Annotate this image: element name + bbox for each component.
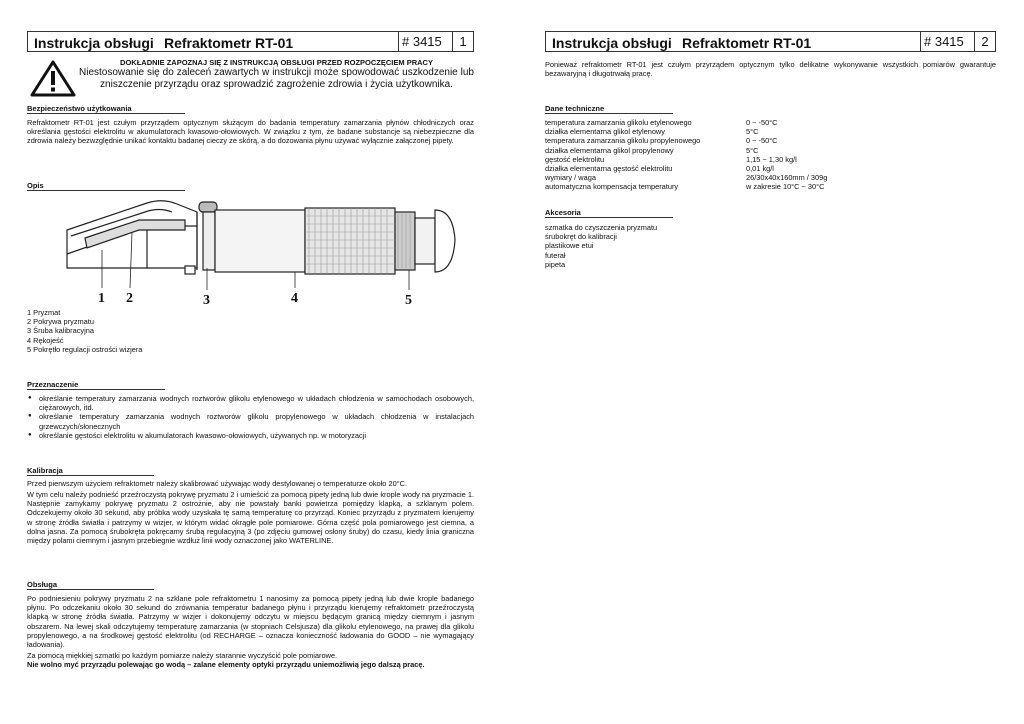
spec-label: działka elementarna glikol propylenowy	[545, 145, 674, 155]
figure-label-2: 2	[126, 291, 133, 306]
header-title: Instrukcja obsługi	[34, 35, 154, 51]
description-heading: Opis	[27, 181, 185, 191]
header-page-number: 1	[459, 34, 467, 49]
header-model: Refraktometr RT-01	[678, 32, 921, 51]
page-header	[27, 31, 474, 52]
header-model: Refraktometr RT-01	[160, 32, 399, 51]
page-2	[545, 31, 996, 52]
spec-label: temperatura zamarzania glikolu etylenowego	[545, 118, 692, 127]
safety-text: Refraktometr RT-01 jest czułym przyrządem optycznym służącym do badania temperatury zamarzania płynów chłodniczych oraz określania gęstości elektrolitu w akumulatorach kwasowo-ołowiowych. W związku z tym, że badane substancje są niebezpieczne dla zdrowia należy bezwzględnie unikać kontaktu badanej cieczy ze skórą, a do dozowania płynu używać wyłącznie załączonej pipety.	[27, 118, 474, 146]
intro-text: Ponieważ refraktometr RT-01 jest czułym przyrządem optycznym tylko delikatne wykonywanie wszystkich pomiarów gwarantuje bezawaryjną i długotrwałą pracę.	[545, 60, 996, 79]
list-item: szmatka do czyszczenia pryzmatu	[545, 223, 658, 232]
list-item: 4 Rękojeść	[27, 335, 64, 345]
list-item: 2 Pokrywa pryzmatu	[27, 317, 94, 327]
operation-text-1: Po podniesieniu pokrywy pryzmatu 2 na szklane pole refraktometru 1 nanosimy za pomocą pipety jedną lub dwie krople badanego płynu. Po odczekaniu około 30 sekund do zrównania temperatur badanego płynu i przyrządu kierujemy refraktometr przeźroczystą klapką w stronę źródła światła. Patrzymy w wizjer i dokonujemy odczytu w miejscu będącym granicą między ciemnym i jasnym obszarem. Na lewej skali odczytujemy temperaturę zamarzania (w stopniach Celsjusza) dla glikolu etylenowego, na prawej dla glikolu propylenowego, a na środkowej gęstość elektrolitu (od RECHARGE – oznacza konieczność ładowania do GOOD – nie wymagający ładowania).	[27, 594, 474, 650]
specs-table	[545, 118, 827, 192]
figure-label-1: 1	[98, 291, 105, 306]
calibration-heading: Kalibracja	[27, 466, 154, 476]
operation-warning: Nie wolno myć przyrządu polewając go wodą – zalane elementy optyki przyrządu uniemożliwią jego dalszą pracę.	[27, 660, 425, 669]
calibration-text-1: Przed pierwszym użyciem refraktometr należy skalibrować używając wody destylowanej o temperaturze około 20°C.	[27, 479, 408, 488]
list-item: śrubokręt do kalibracji	[545, 232, 617, 242]
table-row	[545, 173, 827, 182]
page-header	[545, 31, 996, 52]
refractometer-diagram	[27, 190, 467, 308]
safety-heading: Bezpieczeństwo użytkowania	[27, 104, 185, 114]
spec-label: wymiary / waga	[545, 173, 596, 183]
table-row	[545, 182, 827, 191]
figure-label-5: 5	[405, 293, 412, 308]
purpose-list	[27, 394, 474, 440]
warning-heading: DOKŁADNIE ZAPOZNAJ SIĘ Z INSTRUKCJĄ OBSŁUGI PRZED ROZPOCZĘCIEM PRACY	[120, 58, 433, 67]
purpose-heading: Przeznaczenie	[27, 380, 165, 390]
list-item: futerał	[545, 250, 566, 260]
spec-value: 1,15 ~ 1,30 kg/l	[746, 154, 797, 164]
spec-value: 0,01 kg/l	[746, 164, 774, 174]
operation-text-2: Za pomocą miękkiej szmatki po każdym pomiarze należy starannie wyczyścić pole pomiarowe.	[27, 651, 338, 660]
list-item: ● określanie temperatury zamarzania wodnych roztworów glikolu etylenowego w układach chłodzenia w samochodach osobowych, ciężarowych, itd.	[27, 394, 474, 412]
table-row	[545, 155, 827, 164]
specs-heading: Dane techniczne	[545, 104, 673, 114]
spec-value: 26/30x40x160mm / 309g	[746, 173, 828, 183]
spec-value: 5°C	[746, 127, 759, 137]
list-item: 3 Śruba kalibracyjna	[27, 326, 94, 336]
operation-heading: Obsługa	[27, 580, 154, 590]
warning-text: Niestosowanie się do zaleceń zawartych w instrukcji może spowodować uszkodzenie lub zniszczenie przyrządu oraz sprowadzić zagrożenie zdrowia i życia użytkownika.	[79, 67, 474, 90]
table-row	[545, 146, 827, 155]
table-row	[545, 136, 827, 145]
list-item: pipeta	[545, 259, 566, 269]
spec-label: działka elementarna glikol etylenowy	[545, 127, 665, 137]
parts-list	[27, 308, 327, 354]
list-item: ● określanie gęstości elektrolitu w akumulatorach kwasowo-ołowiowych, używanych np. w motoryzacji	[27, 431, 474, 440]
spec-value: 5°C	[746, 145, 759, 155]
figure-label-3: 3	[203, 293, 210, 308]
spec-label: działka elementarna gęstość elektrolitu	[545, 164, 673, 174]
accessories-list	[545, 223, 845, 269]
warning-icon	[27, 58, 79, 98]
table-row	[545, 164, 827, 173]
header-title: Instrukcja obsługi	[552, 35, 672, 51]
header-page-number: 2	[981, 34, 989, 49]
accessories-heading: Akcesoria	[545, 208, 673, 218]
table-row	[545, 118, 827, 127]
spec-label: gęstość elektrolitu	[545, 154, 605, 164]
list-item: 1 Pryzmat	[27, 308, 61, 317]
header-code: # 3415	[399, 32, 453, 51]
spec-label: automatyczna kompensacja temperatury	[545, 182, 679, 192]
warning-box	[27, 58, 474, 98]
list-item: ● określanie temperatury zamarzania wodnych roztworów glikolu propylenowego w układach chłodzenia w instalacjach grzewczych/słonecznych	[27, 412, 474, 430]
table-row	[545, 127, 827, 136]
spec-label: temperatura zamarzania glikolu propylenowego	[545, 136, 701, 146]
header-code: # 3415	[921, 32, 975, 51]
figure-label-4: 4	[291, 291, 298, 306]
list-item: 5 Pokrętło regulacji ostrości wizjera	[27, 344, 143, 354]
page-1	[27, 31, 474, 98]
spec-value: 0 ~ -50°C	[746, 136, 778, 146]
spec-value: 0 ~ -50°C	[746, 118, 778, 127]
calibration-text-2: W tym celu należy podnieść przeźroczystą pokrywę pryzmatu 2 i umieścić za pomocą pipety jedną lub dwie krople wody na pryzmacie 1. Następnie zamykamy pokrywę pryzmatu 2 ostrożnie, aby nie powstały banki powietrza pomiędzy klapką, a szklanym polem. Odczekujemy około 30 sekund, aby próbka wody uzyskała tę samą temperaturę co przyrząd. Koniec przyrządu z pryzmatem kierujemy w stronę źródła światła i patrzymy w wizjer, w którym widać okrągłe pole pomiarowe. Górna część pola pomiarowego jest ciemna, a dolna jasna. Za pomocą śrubokręta pokręcamy śrubą regulacyjną 3 (po zdjęciu gumowej osłony śruby) do czasu, kiedy linia graniczna między polami ciemnym i jasnym przebiegnie wzdłuż linii wody oznaczonej jako WATERLINE.	[27, 490, 474, 546]
spec-value: w zakresie 10°C ~ 30°C	[746, 182, 825, 192]
list-item: plastikowe etui	[545, 241, 594, 251]
